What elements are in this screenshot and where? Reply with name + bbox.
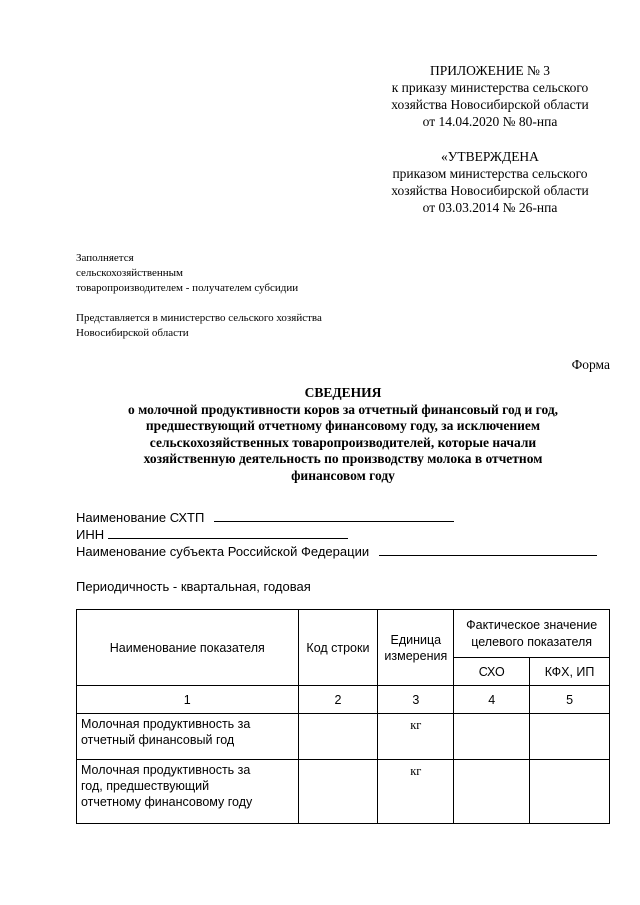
row-sxo-cell[interactable] — [454, 760, 530, 824]
heading-line: сельскохозяйственных товаропроизводителей, которые начали — [149, 434, 537, 450]
row-indicator — [77, 760, 299, 824]
row-code-cell[interactable] — [298, 760, 378, 824]
header-actual-line: целевого показателя — [471, 634, 593, 649]
table-row — [77, 760, 610, 824]
column-number: 2 — [298, 686, 378, 714]
row-kfh-cell[interactable] — [530, 714, 610, 760]
heading-title: СВЕДЕНИЯ — [304, 385, 382, 400]
header-kfh: КФХ, ИП — [530, 658, 610, 686]
header-actual-value — [454, 610, 610, 658]
row-kfh-cell[interactable] — [530, 760, 610, 824]
indicators-table — [76, 609, 610, 824]
heading-line: хозяйственную деятельность по производству молока в отчетном — [143, 451, 543, 466]
header-unit-line: измерения — [384, 648, 448, 663]
heading-line: о молочной продуктивности коров за отчетный финансовый год и год, — [127, 401, 559, 417]
field-region-input[interactable] — [379, 543, 597, 556]
field-inn-input[interactable] — [108, 526, 348, 539]
submitted-to-note — [76, 311, 322, 341]
approved-line: от 03.03.2014 № 26-нпа — [422, 200, 558, 215]
approved-line: приказом министерства сельского — [392, 166, 588, 181]
row-indicator-line: отчетный финансовый год — [81, 733, 235, 747]
row-code-cell[interactable] — [298, 714, 378, 760]
header-sxo: СХО — [454, 658, 530, 686]
filled-by-line: сельскохозяйственным — [76, 267, 183, 279]
row-indicator-line: отчетному финансовому году — [81, 795, 253, 809]
header-indicator: Наименование показателя — [77, 610, 299, 686]
field-name-label: Наименование СХТП — [76, 510, 205, 525]
column-number: 4 — [454, 686, 530, 714]
form-label: Форма — [571, 357, 610, 372]
approved-title: «УТВЕРЖДЕНА — [441, 149, 539, 164]
header-unit — [378, 610, 454, 686]
filled-by-note — [76, 251, 298, 296]
row-unit: кг — [378, 760, 454, 824]
periodicity: Периодичность - квартальная, годовая — [76, 579, 311, 594]
document-heading — [76, 385, 610, 484]
column-number: 5 — [530, 686, 610, 714]
appendix-line: хозяйства Новосибирской области — [391, 97, 589, 112]
header-unit-line: Единица — [390, 632, 442, 647]
appendix-line: к приказу министерства сельского — [391, 80, 589, 95]
submitted-to-line: Новосибирской области — [76, 327, 189, 339]
heading-line: предшествующий отчетному финансовому году, за исключением — [145, 418, 541, 433]
field-name-input[interactable] — [214, 509, 454, 522]
submitted-to-line: Представляется в министерство сельского хозяйства — [76, 312, 322, 324]
field-region-row — [76, 543, 597, 559]
header-code: Код строки — [298, 610, 378, 686]
filled-by-line: товаропроизводителем - получателем субсидии — [76, 282, 299, 294]
appendix-title: ПРИЛОЖЕНИЕ № 3 — [429, 63, 551, 78]
row-indicator — [77, 714, 299, 760]
appendix-line: от 14.04.2020 № 80-нпа — [422, 114, 558, 129]
field-inn-label: ИНН — [76, 527, 105, 542]
row-indicator-line: Молочная продуктивность за — [81, 717, 251, 731]
approved-line: хозяйства Новосибирской области — [391, 183, 589, 198]
approved-block — [370, 148, 610, 216]
row-sxo-cell[interactable] — [454, 714, 530, 760]
row-indicator-line: год, предшествующий — [81, 779, 210, 793]
field-inn-row — [76, 526, 348, 542]
field-region-label: Наименование субъекта Российской Федерации — [76, 544, 370, 559]
row-indicator-line: Молочная продуктивность за — [81, 763, 251, 777]
column-number: 1 — [77, 686, 299, 714]
header-actual-line: Фактическое значение — [466, 617, 598, 632]
heading-line: финансовом году — [291, 467, 395, 483]
table-row — [77, 714, 610, 760]
appendix-block — [370, 62, 610, 130]
filled-by-line: Заполняется — [76, 252, 134, 264]
row-unit: кг — [378, 714, 454, 760]
column-number: 3 — [378, 686, 454, 714]
field-name-row — [76, 509, 454, 525]
